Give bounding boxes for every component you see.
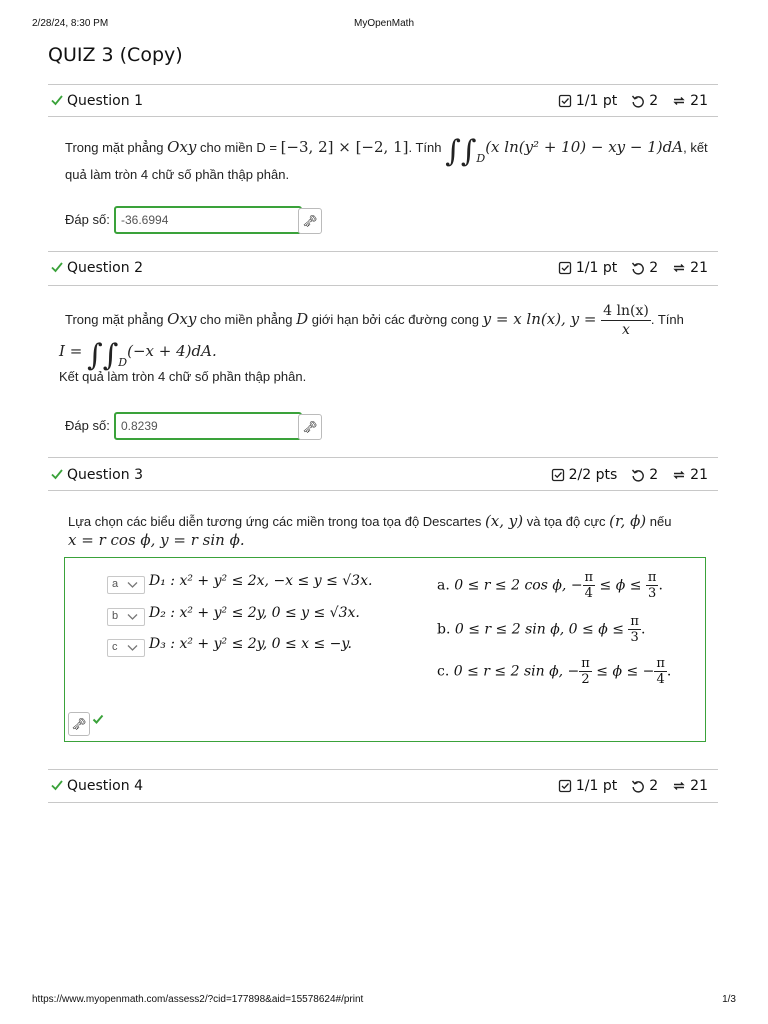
score-text: 1/1 pt <box>575 778 618 794</box>
question-3-text: Lựa chọn các biểu diễn tương ứng các miền trong toa tọa độ Descartes (x, y) và tọa độ cực (r, ϕ) nếu x = r cos ϕ, y = r sin ϕ. <box>68 512 672 549</box>
option-c: c. 0 ≤ r ≤ 2 sin ϕ, − $\frac{\pi}{2}$ ≤ ϕ ≤ − $\frac{\pi}{4}$ . <box>437 656 672 687</box>
question-1-header[interactable] <box>48 86 718 118</box>
option-a: a. 0 ≤ r ≤ 2 cos ϕ, − $\frac{\pi}{4}$ ≤ ϕ ≤ $\frac{\pi}{3}$ . <box>437 570 663 601</box>
double-integral-sign: ∫∫ <box>87 338 119 373</box>
regenerate-icon <box>672 779 686 793</box>
print-url: https://www.myopenmath.com/assess2/?cid=177898&aid=15578624#/print <box>32 994 364 1005</box>
question-1-text: Trong mặt phẳng Oxy cho miền D = [−3, 2] × [−2, 1]. Tính $\int\int_D(x$ ln(y² + 10) − xy − 1)dA, kết quả làm tròn 4 chữ số phần thập phân. <box>65 134 708 182</box>
retry-icon <box>631 261 645 275</box>
match-select-1[interactable]: a <box>107 576 145 594</box>
checkbox-score-icon <box>551 468 565 482</box>
question-title: Question 2 <box>67 260 143 276</box>
regens-count: 21 <box>690 467 708 483</box>
score-text: 1/1 pt <box>575 93 618 109</box>
fraction: $\frac{\pi}{4}$ <box>584 570 594 601</box>
retries-count: 2 <box>649 778 659 794</box>
regens-count: 21 <box>690 260 708 276</box>
print-site-title: MyOpenMath <box>353 18 415 29</box>
retry-icon <box>631 94 645 108</box>
check-icon <box>50 260 64 274</box>
match-select-3[interactable]: c <box>107 639 145 657</box>
checkbox-score-icon <box>558 94 572 108</box>
question-3-header[interactable] <box>48 460 718 492</box>
divider <box>48 251 718 252</box>
regenerate-icon <box>672 261 686 275</box>
retries-count: 2 <box>649 260 659 276</box>
checkbox-score-icon <box>558 779 572 793</box>
question-title: Question 1 <box>67 93 143 109</box>
check-icon <box>50 778 64 792</box>
print-page-number: 1/3 <box>722 994 736 1005</box>
match-expression-1: D₁ : x² + y² ≤ 2x, −x ≤ y ≤ √3x. <box>149 573 373 589</box>
fraction: $\frac{\pi}{4}$ <box>656 656 665 687</box>
question-meta <box>558 93 708 109</box>
divider <box>48 490 718 491</box>
answer-label: Đáp số: <box>65 212 110 227</box>
divider <box>48 802 718 803</box>
matching-answer-box <box>64 557 706 742</box>
question-2-text: Trong mặt phẳng Oxy cho miền phẳng D giới hạn bởi các đường cong y = x ln(x), y = $\frac{4 \ln(x)}{x}$ . Tính $I = \int\int_D(-x + 4)dA$. Kết quả làm tròn 4 chữ số phần thập phân. <box>59 303 684 384</box>
score-text: 2/2 pts <box>568 467 618 483</box>
retry-icon <box>631 779 645 793</box>
fraction: $\frac{4 \ln(x)}{x}$ <box>603 303 649 339</box>
double-integral-sign: ∫∫ <box>445 134 477 169</box>
show-answer-button[interactable] <box>298 414 322 440</box>
answer-label: Đáp số: <box>65 418 110 433</box>
show-answer-button[interactable] <box>298 208 322 234</box>
divider <box>48 285 718 286</box>
key-icon: 🗝 <box>71 717 87 731</box>
regenerate-icon <box>672 468 686 482</box>
chevron-down-icon <box>127 581 138 589</box>
key-icon: 🗝 <box>302 214 318 228</box>
question-title: Question 3 <box>67 467 143 483</box>
regens-count: 21 <box>690 93 708 109</box>
print-header <box>0 18 768 32</box>
score-text: 1/1 pt <box>575 260 618 276</box>
check-icon <box>50 467 64 481</box>
key-icon: 🗝 <box>302 420 318 434</box>
show-answer-button[interactable] <box>68 712 90 736</box>
retries-count: 2 <box>649 467 659 483</box>
fraction: $\frac{\pi}{2}$ <box>581 656 590 687</box>
regenerate-icon <box>672 94 686 108</box>
chevron-down-icon <box>127 613 138 621</box>
question-meta <box>558 260 708 276</box>
fraction: $\frac{\pi}{3}$ <box>647 570 657 601</box>
checkbox-score-icon <box>558 261 572 275</box>
regens-count: 21 <box>690 778 708 794</box>
fraction: $\frac{\pi}{3}$ <box>630 614 639 645</box>
correct-check-icon <box>92 713 104 725</box>
divider <box>48 84 718 85</box>
question-meta <box>551 467 708 483</box>
question-title: Question 4 <box>67 778 143 794</box>
match-select-2[interactable]: b <box>107 608 145 626</box>
question-2-header[interactable] <box>48 253 718 285</box>
page-title: QUIZ 3 (Copy) <box>48 44 183 66</box>
print-datetime: 2/28/24, 8:30 PM <box>32 18 109 29</box>
question-4-header[interactable] <box>48 771 718 803</box>
chevron-down-icon <box>127 644 138 652</box>
retries-count: 2 <box>649 93 659 109</box>
question-meta <box>558 778 708 794</box>
check-icon <box>50 93 64 107</box>
retry-icon <box>631 468 645 482</box>
option-b: b. 0 ≤ r ≤ 2 sin ϕ, 0 ≤ ϕ ≤ $\frac{\pi}{3}$ . <box>437 614 646 645</box>
divider <box>48 116 718 117</box>
divider <box>48 457 718 458</box>
answer-input[interactable]: 0.8239 <box>114 412 302 440</box>
match-expression-3: D₃ : x² + y² ≤ 2y, 0 ≤ x ≤ −y. <box>149 636 352 652</box>
divider <box>48 769 718 770</box>
answer-input[interactable]: -36.6994 <box>114 206 302 234</box>
match-expression-2: D₂ : x² + y² ≤ 2y, 0 ≤ y ≤ √3x. <box>149 605 360 621</box>
